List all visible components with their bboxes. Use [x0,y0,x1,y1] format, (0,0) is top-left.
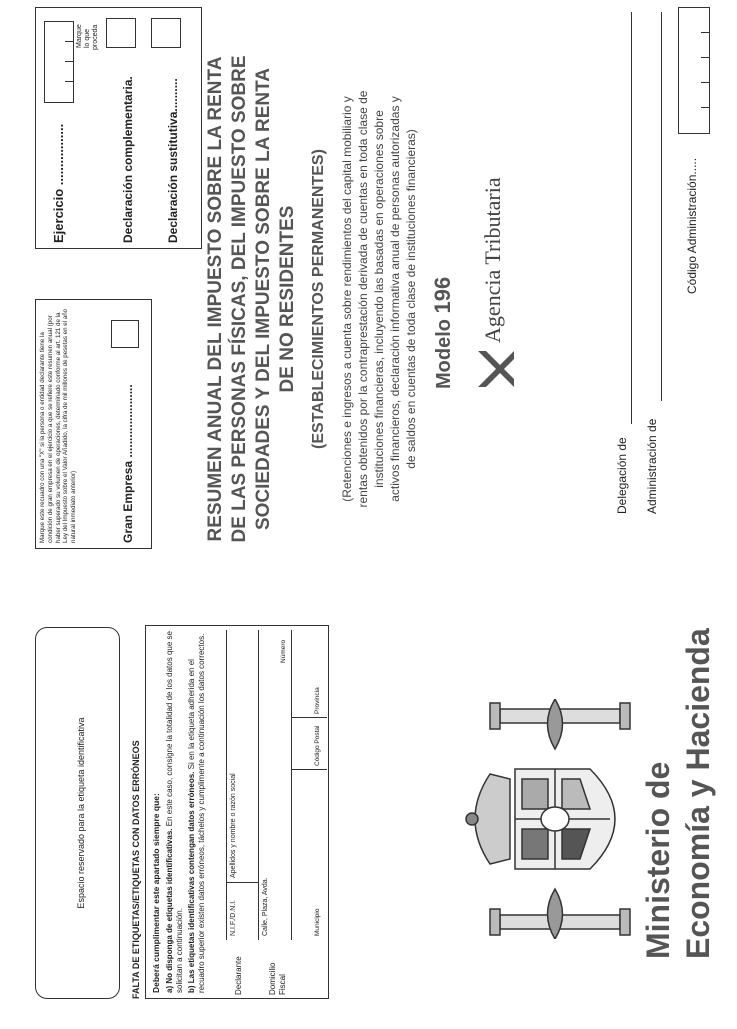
item-b-marker: b) [187,985,196,993]
sustitutiva-label: Declaración sustitutiva.......... [166,78,180,243]
calle-rule [291,630,292,940]
item-b [187,631,207,993]
code-digit-sep-4 [701,32,709,33]
description-line2: rentas obtenidos por la contraprestación derivada de cuentas en toda clase de [356,90,370,508]
municipio-label: Municipio [314,908,321,936]
cp-divider [291,769,327,770]
main-title-line2: DE LAS PERSONAS FÍSICAS, DEL IMPUESTO SOBRE [229,55,250,543]
agencia-tributaria-logo-icon [472,347,516,391]
agency-name: Agencia Tributaria [480,177,505,343]
year-digit-sep-3 [65,41,73,42]
delegacion-label: Delegación de [615,437,629,514]
year-digit-sep-1 [65,81,73,82]
ejercicio-box [35,7,202,249]
item-b-rest: Si en la etiqueta adherida en el recuadro superior existen datos erróneos, táchelos y cumplimente a continuación los datos correctos. [187,633,206,993]
code-digit-sep-2 [701,82,709,83]
numero-label: Número [280,639,287,663]
declarante-label: Declarante [234,956,243,995]
domicilio-label: Domicilio Fiscal [268,962,287,995]
administracion-label: Administración de [645,418,659,514]
missing-labels-box [145,625,329,999]
marque-line3: proceda [92,24,99,50]
gran-empresa-label: Gran Empresa ...................... [121,384,135,543]
item-a-bold: No disponga de etiquetas identificativas. [165,828,174,984]
administracion-rule [661,12,662,401]
year-digit-sep-2 [65,61,73,62]
item-a-rest: En este caso, consigne la totalidad de los datos que se solicitan a continuación. [165,631,184,993]
missing-labels-intro: Deberá cumplimentar este apartado siempre que: [151,793,161,993]
complementaria-label: Declaración complementaria. [121,76,135,243]
name-label: Apellidos y nombre o razón social [230,773,237,878]
marque-line2: lo que [84,28,91,48]
declarante-bottom-rule [258,630,259,940]
main-title-line4: DE NO RESIDENTES [277,205,298,393]
ministry-name-line2: Economía y Hacienda [680,628,716,959]
gran-empresa-checkbox[interactable] [111,320,139,348]
main-title-line3: SOCIEDADES Y DEL IMPUESTO SOBRE LA RENTA [253,67,274,531]
sticker-reserved-label: Espacio reservado para la etiqueta identificativa [76,717,86,909]
code-digit-sep-1 [701,107,709,108]
calle-label: Calle, Plaza, Avda. [262,877,269,936]
declarante-divider [226,882,258,883]
item-a-marker: a) [165,985,174,993]
delegacion-rule [631,12,632,424]
code-digit-sep-3 [701,57,709,58]
item-b-bold: Las etiquetas identificativas contengan datos erróneos. [187,771,196,984]
modelo-prefix: Modelo [433,319,455,389]
modelo-heading [430,277,456,389]
missing-labels-title: FALTA DE ETIQUETAS/ETIQUETAS CON DATOS ERRÓNEOS [131,740,141,999]
description-line4: activos financieros, declaración informativa anual de personas autorizadas y [388,96,402,502]
ejercicio-label: Ejercicio ................. [51,123,66,243]
sustitutiva-checkbox[interactable] [151,18,181,48]
description-line3: instituciones financieras, incluyendo las basadas en operaciones sobre [372,110,386,488]
main-title-line1: RESUMEN ANUAL DEL IMPUESTO SOBRE LA RENTA [205,56,226,542]
codigo-admin-field[interactable] [678,7,710,134]
ejercicio-year-field[interactable] [44,21,74,103]
main-subtitle: (ESTABLECIMIENTOS PERMANENTES) [310,149,327,449]
nif-label: N.I.F./D.N.I. [230,899,237,936]
ministry-name-line1: Ministerio de [640,761,676,959]
coat-of-arms-emblem [460,699,660,939]
description-line5: de saldos en cuentas de toda clase de instituciones financieras) [404,129,418,469]
cp-label: Código Postal [314,725,321,766]
prov-divider [291,717,327,718]
marque-line1: Marque [76,24,83,48]
gran-empresa-note: Marque este recuadro con una "X" si la persona o entidad declarante tiene la condición de gran empresa en el ejercicio a que se refiere este resumen anual (por haber superado su volumen de operaciones, determinado conforme al art. 121 de la Ley del Impuesto sobre el Valor Añadido, la cifra de mil millones de pesetas en el año natural inmediato anterior) [39,308,78,543]
item-a [165,631,185,993]
description-line1: (Retenciones e ingresos a cuenta sobre rendimientos del capital mobiliario y [340,96,354,502]
sticker-reserved-box [35,627,120,999]
gran-empresa-box [35,299,152,549]
modelo-number: 196 [430,276,455,314]
codigo-admin-label: Código Administración..... [685,157,699,294]
provincia-label: Provincia [314,687,321,714]
declarante-top-rule [226,630,227,940]
complementaria-checkbox[interactable] [106,18,136,48]
